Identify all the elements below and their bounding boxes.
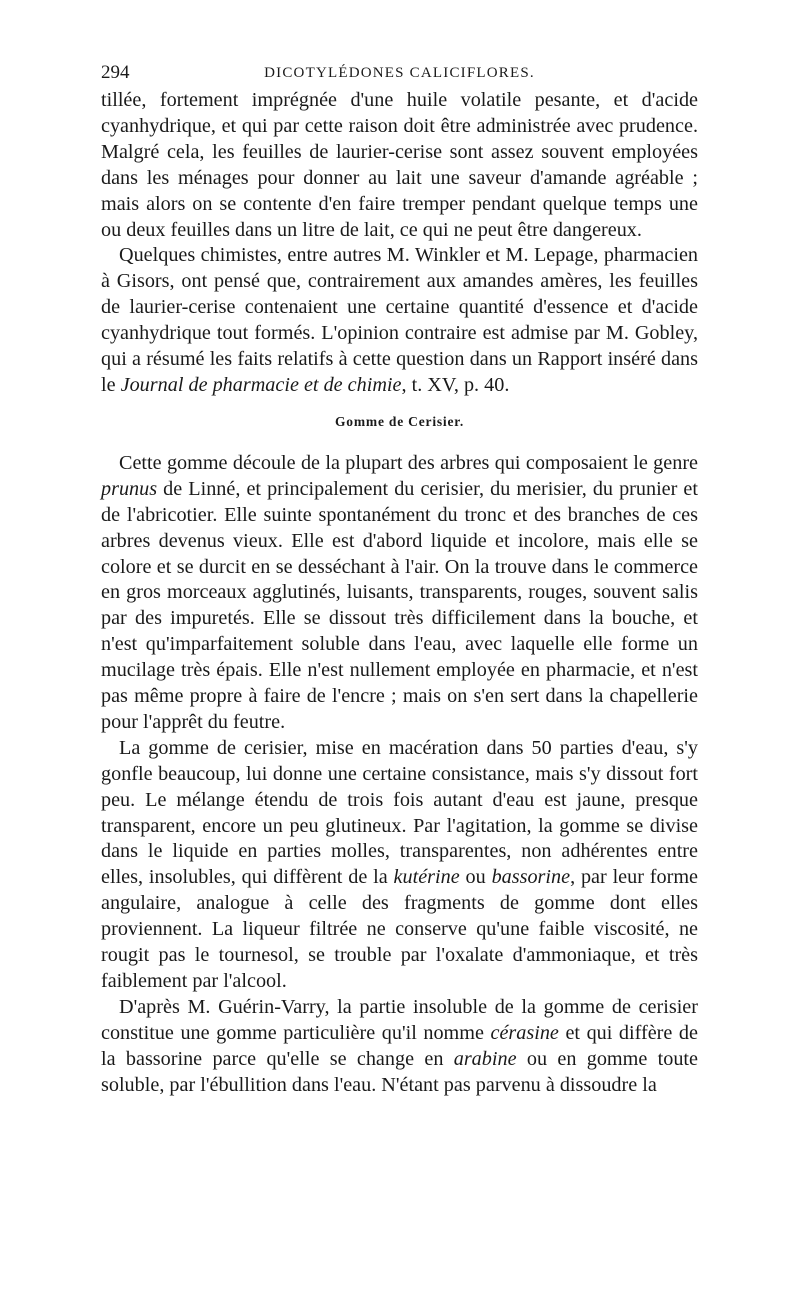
- book-page: [101, 58, 698, 1099]
- term-prunus: prunus: [101, 477, 158, 500]
- journal-title: Journal de pharmacie et de chimie: [120, 373, 402, 396]
- section-heading: Gomme de Cerisier.: [335, 413, 464, 429]
- paragraph-chemists-text: Quelques chimistes, entre autres M. Winkler et M. Lepage, pharmacien à Gisors, ont pensé que, contrairement aux amandes amères, les feuilles de laurier-cerise contenaient une certaine quantité d'essence et d'acide cyanhydrique tout formés. L'opinion contraire est admise par M. Gobley, qui a résumé les faits relatifs à cette question dans un Rapport inséré dans le: [101, 244, 698, 396]
- running-head: [101, 58, 698, 88]
- paragraph-gomme-origin-a: Cette gomme découle de la plupart des arbres qui composaient le genre: [119, 451, 698, 474]
- paragraph-chemists: [101, 243, 698, 398]
- paragraph-chemists-end: , t. XV, p. 40.: [401, 373, 510, 396]
- paragraph-maceration-c: , par leur forme angulaire, analogue à celle des fragments de gomme dont elles proviennent. La liqueur filtrée ne conserve qu'une faible viscosité, ne rougit pas le tournesol, se trouble par l'oxalate d'ammoniaque, et très faiblement par l'alcool.: [101, 866, 698, 992]
- paragraph-continuation: tillée, fortement imprégnée d'une huile volatile pesante, et d'acide cyanhydrique, et qui par cette raison doit être administrée avec prudence. Malgré cela, les feuilles de laurier-cerise sont assez souvent employées dans les ménages pour donner au lait une saveur d'amande agréable ; mais alors on se contente d'en faire tremper pendant quelque temps une ou deux feuilles dans un litre de lait, ce qui ne peut être dangereux.: [101, 89, 698, 241]
- running-title: DICOTYLÉDONES CALICIFLORES.: [264, 65, 535, 81]
- term-kuterine: kutérine: [393, 866, 460, 889]
- term-bassorine: bassorine: [491, 866, 571, 889]
- paragraph-maceration-b: ou: [459, 866, 492, 889]
- paragraph-maceration: [101, 736, 698, 995]
- paragraph-guerin-varry: [101, 995, 698, 1099]
- term-cerasine: cérasine: [490, 1021, 559, 1044]
- paragraph-guerin-varry-c: ou en gomme toute soluble, par l'ébullition dans l'eau. N'étant pas parvenu à dissoudre la: [101, 1047, 698, 1096]
- paragraph-gomme-origin-b: de Linné, et principalement du cerisier, du merisier, du prunier et de l'abricotier. Elle suinte spontanément du tronc et des branches de ces arbres devenus vieux. Elle est d'abord liquide et incolore, mais elle se colore et se durcit en se desséchant à l'air. On la trouve dans le commerce en gros morceaux agglutinés, luisants, transparents, rouges, souvent salis par des impuretés. Elle se dissout très difficilement dans la bouche, et n'est qu'imparfaitement soluble dans l'eau, avec laquelle elle forme un mucilage très épais. Elle n'est nullement employée en pharmacie, et n'est pas même propre à faire de l'encre ; mais on s'en sert dans la chapellerie pour l'apprêt du feutre.: [101, 477, 698, 733]
- paragraph-maceration-a: La gomme de cerisier, mise en macération dans 50 parties d'eau, s'y gonfle beaucoup, lui donne une certaine consistance, mais s'y dissout fort peu. Le mélange étendu de trois fois autant d'eau est jaune, presque transparent, encore un peu glutineux. Par l'agitation, la gomme se divise dans le liquide en parties molles, transparentes, non adhérentes entre elles, insolubles, qui diffèrent de la: [101, 736, 698, 889]
- page-number: 294: [101, 62, 130, 83]
- term-arabine: arabine: [453, 1047, 517, 1070]
- paragraph-guerin-varry-a: D'après M. Guérin-Varry, la partie insoluble de la gomme de cerisier constitue une gomme particulière qu'il nomme: [101, 995, 698, 1044]
- paragraph-guerin-varry-b: et qui diffère de la bassorine parce qu'elle se change en: [101, 1021, 698, 1070]
- paragraph-gomme-origin: [101, 451, 698, 736]
